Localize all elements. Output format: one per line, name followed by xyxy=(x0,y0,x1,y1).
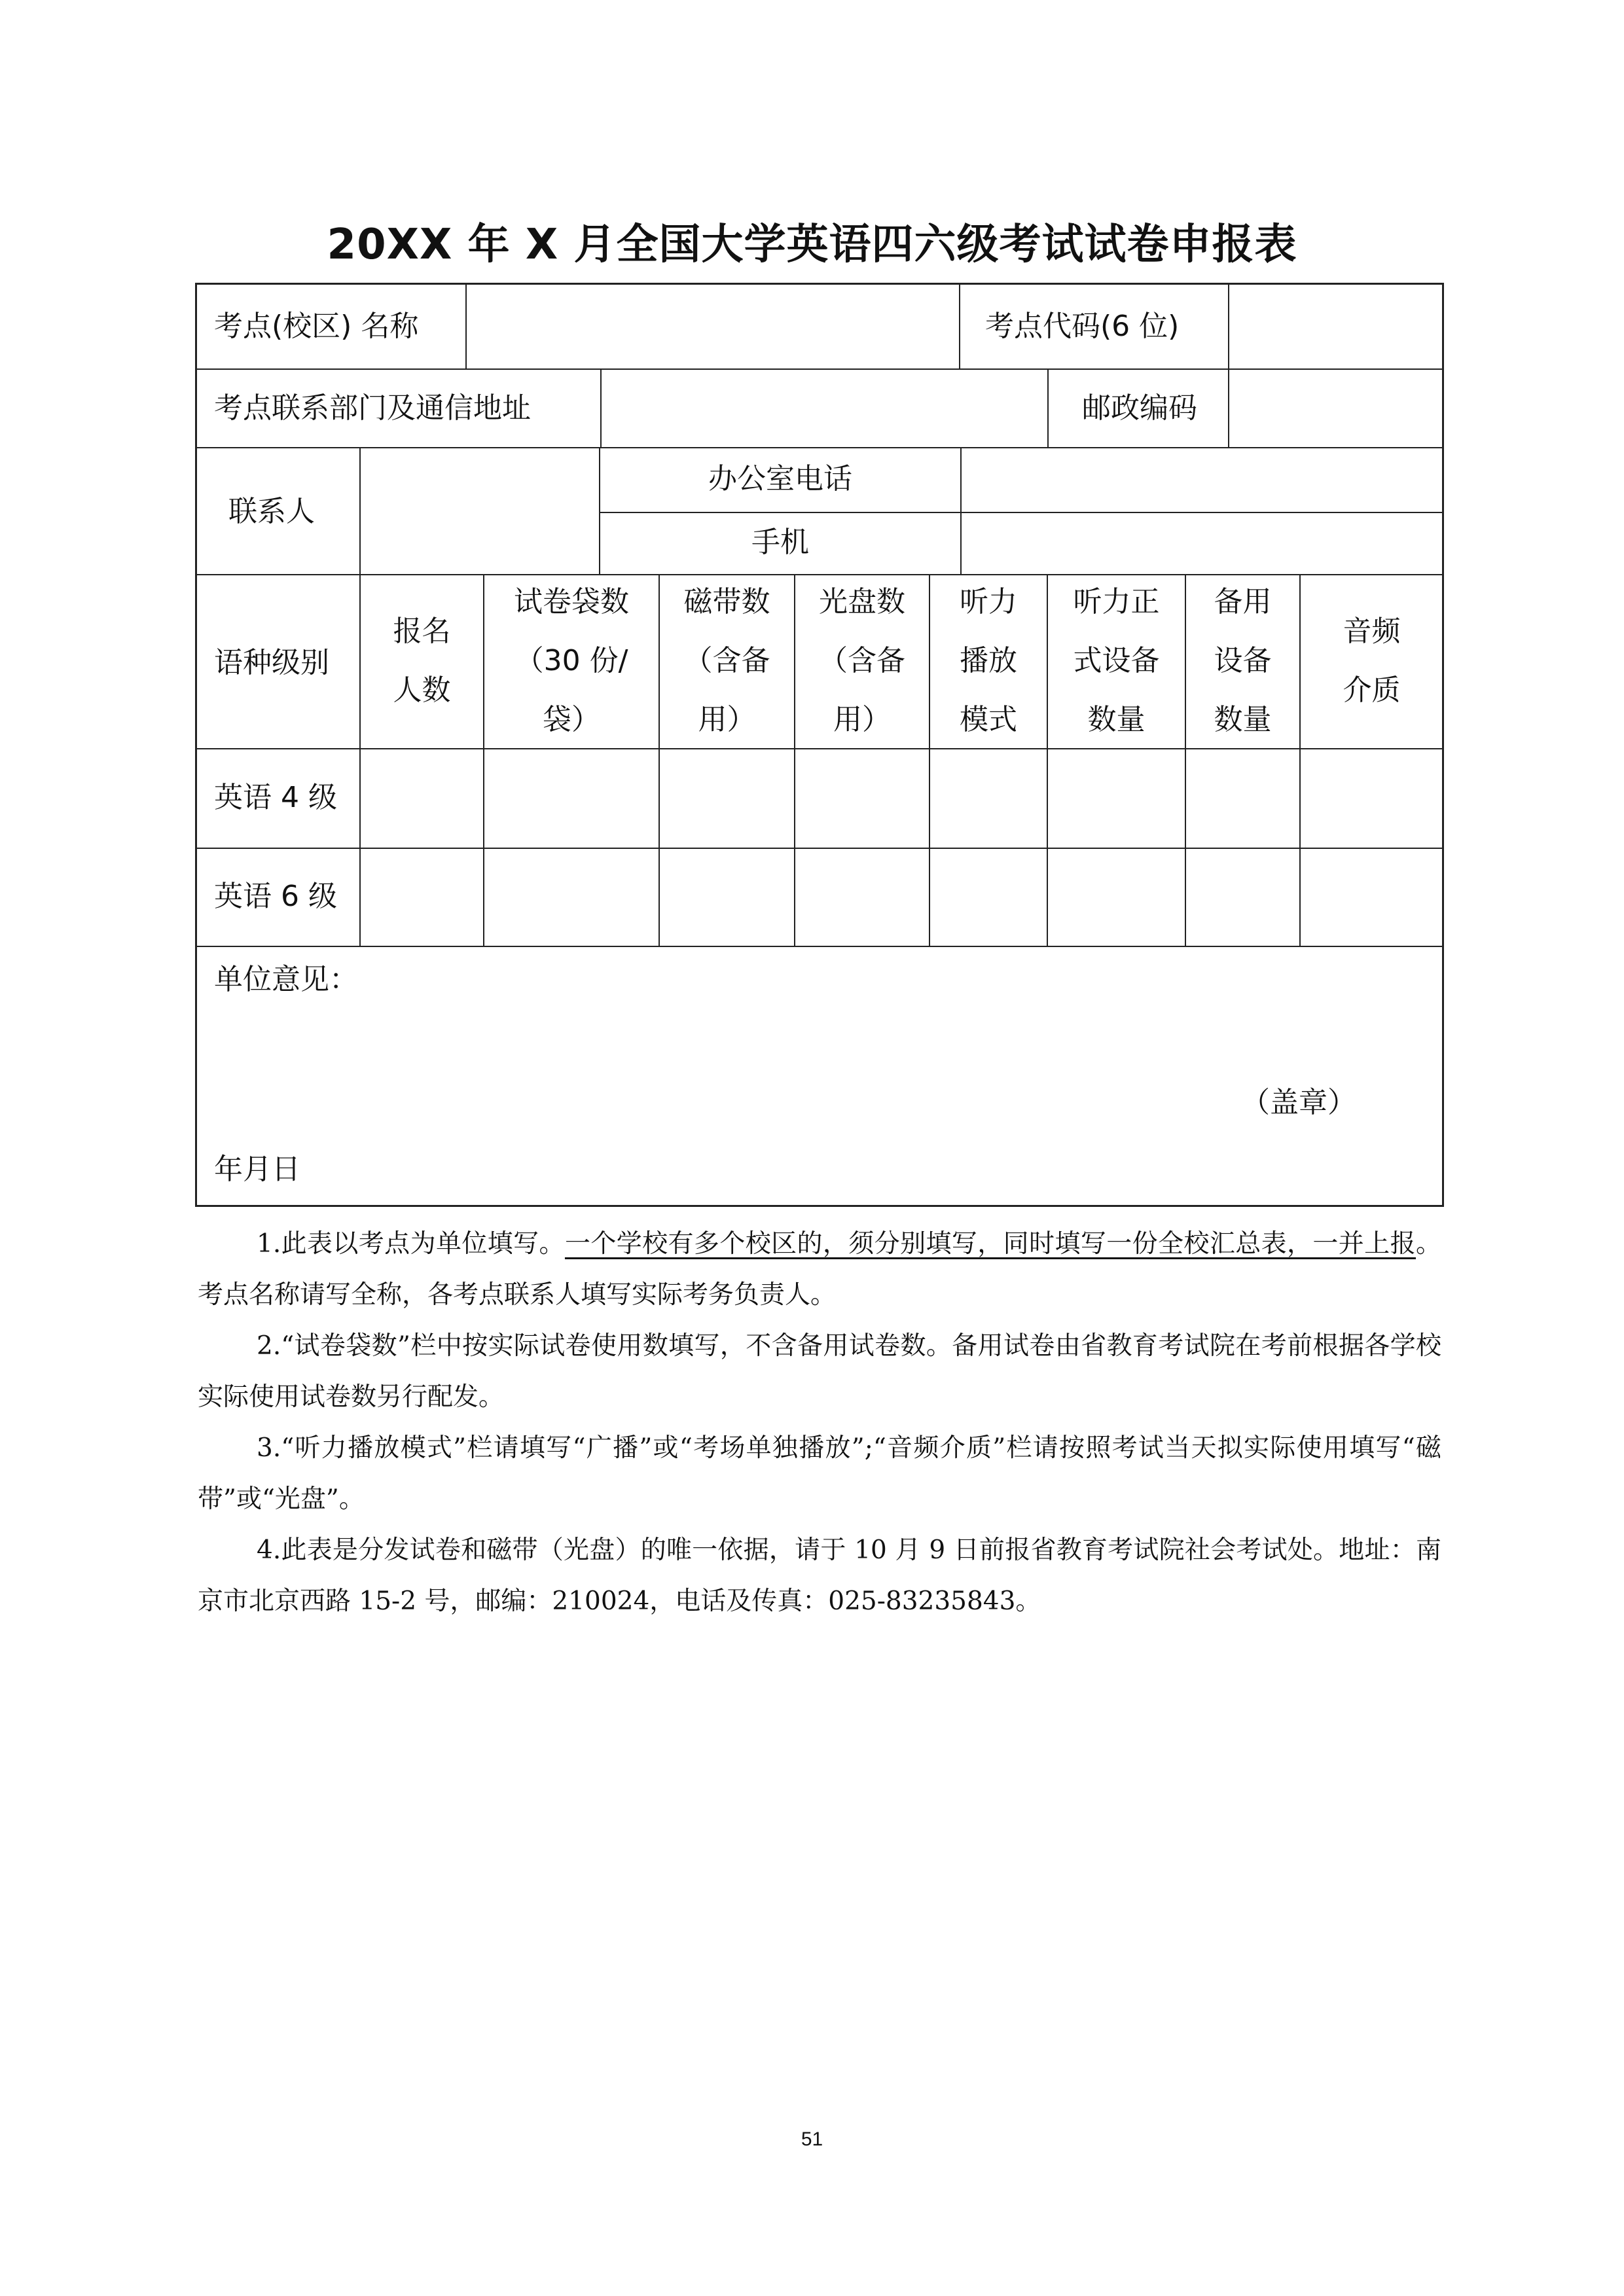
row-label-cet4: 英语 4 级 xyxy=(214,781,337,814)
postcode-field[interactable] xyxy=(1231,370,1441,446)
col-header-audio-medium: 音频 介质 xyxy=(1343,615,1401,707)
col-divider xyxy=(1047,368,1049,447)
contact-field[interactable] xyxy=(362,448,598,573)
seal-label: （盖章） xyxy=(1241,1086,1356,1119)
contact-label: 联系人 xyxy=(228,495,315,528)
mobile-field[interactable] xyxy=(963,513,1441,573)
site-name-field[interactable] xyxy=(468,286,958,367)
dept-address-field[interactable] xyxy=(603,370,1046,446)
col-header-packets: 试卷袋数 （30 份/ 袋） xyxy=(514,585,629,736)
col-divider xyxy=(1228,285,1229,368)
note-3: 3.“听力播放模式”栏请填写“广播”或“考场单独播放”;“音频介质”栏请按照考试当天拟实际使用填写“磁带”或“光盘”。 xyxy=(198,1433,1441,1514)
page-number: 51 xyxy=(801,2128,823,2150)
application-form-table xyxy=(195,283,1444,1207)
col-divider xyxy=(1228,368,1229,447)
site-code-label: 考点代码(6 位) xyxy=(985,310,1180,343)
col-header-discs: 光盘数 （含备 用） xyxy=(819,585,905,736)
dept-address-label: 考点联系部门及通信地址 xyxy=(214,391,531,425)
instructions xyxy=(198,1219,1441,1627)
opinion-label: 单位意见： xyxy=(214,963,358,996)
office-phone-label: 办公室电话 xyxy=(708,462,852,495)
col-header-spare-devices: 备用 设备 数量 xyxy=(1214,585,1272,736)
office-phone-field[interactable] xyxy=(963,448,1441,511)
site-name-label: 考点(校区) 名称 xyxy=(214,310,419,343)
col-header-tapes: 磁带数 （含备 用） xyxy=(683,585,770,736)
form-title: 20XX 年 X 月全国大学英语四六级考试试卷申报表 xyxy=(327,221,1297,269)
col-divider xyxy=(359,447,361,574)
date-label: 年月日 xyxy=(214,1153,300,1186)
postcode-label: 邮政编码 xyxy=(1082,391,1197,425)
col-divider xyxy=(959,285,960,368)
mobile-label: 手机 xyxy=(751,526,809,559)
note-2: 2.“试卷袋数”栏中按实际试卷使用数填写，不含备用试卷数。备用试卷由省教育考试院在考前根据各学校实际使用试卷数另行配发。 xyxy=(198,1331,1441,1412)
site-code-field[interactable] xyxy=(1231,286,1441,367)
col-header-play-mode: 听力 播放 模式 xyxy=(960,585,1017,736)
col-divider xyxy=(960,447,962,574)
note-4: 4.此表是分发试卷和磁带（光盘）的唯一依据，请于 10 月 9 日前报省教育考试院社会考试处。地址：南京市北京西路 15-2 号，邮编：210024，电话及传真：025-83235843。 xyxy=(198,1535,1441,1616)
note-1: 1.此表以考点为单位填写。一个学校有多个校区的，须分别填写，同时填写一份全校汇总表，一并上报。考点名称请写全称，各考点联系人填写实际考务负责人。 xyxy=(198,1229,1441,1310)
col-header-formal-devices: 听力正 式设备 数量 xyxy=(1073,585,1160,736)
row-divider xyxy=(197,946,1443,947)
row-divider xyxy=(197,848,1443,849)
col-header-level: 语种级别 xyxy=(214,646,329,679)
row-label-cet6: 英语 6 级 xyxy=(214,880,337,913)
col-header-enroll: 报名 人数 xyxy=(393,615,451,707)
col-divider xyxy=(600,368,602,447)
col-divider xyxy=(465,285,467,368)
